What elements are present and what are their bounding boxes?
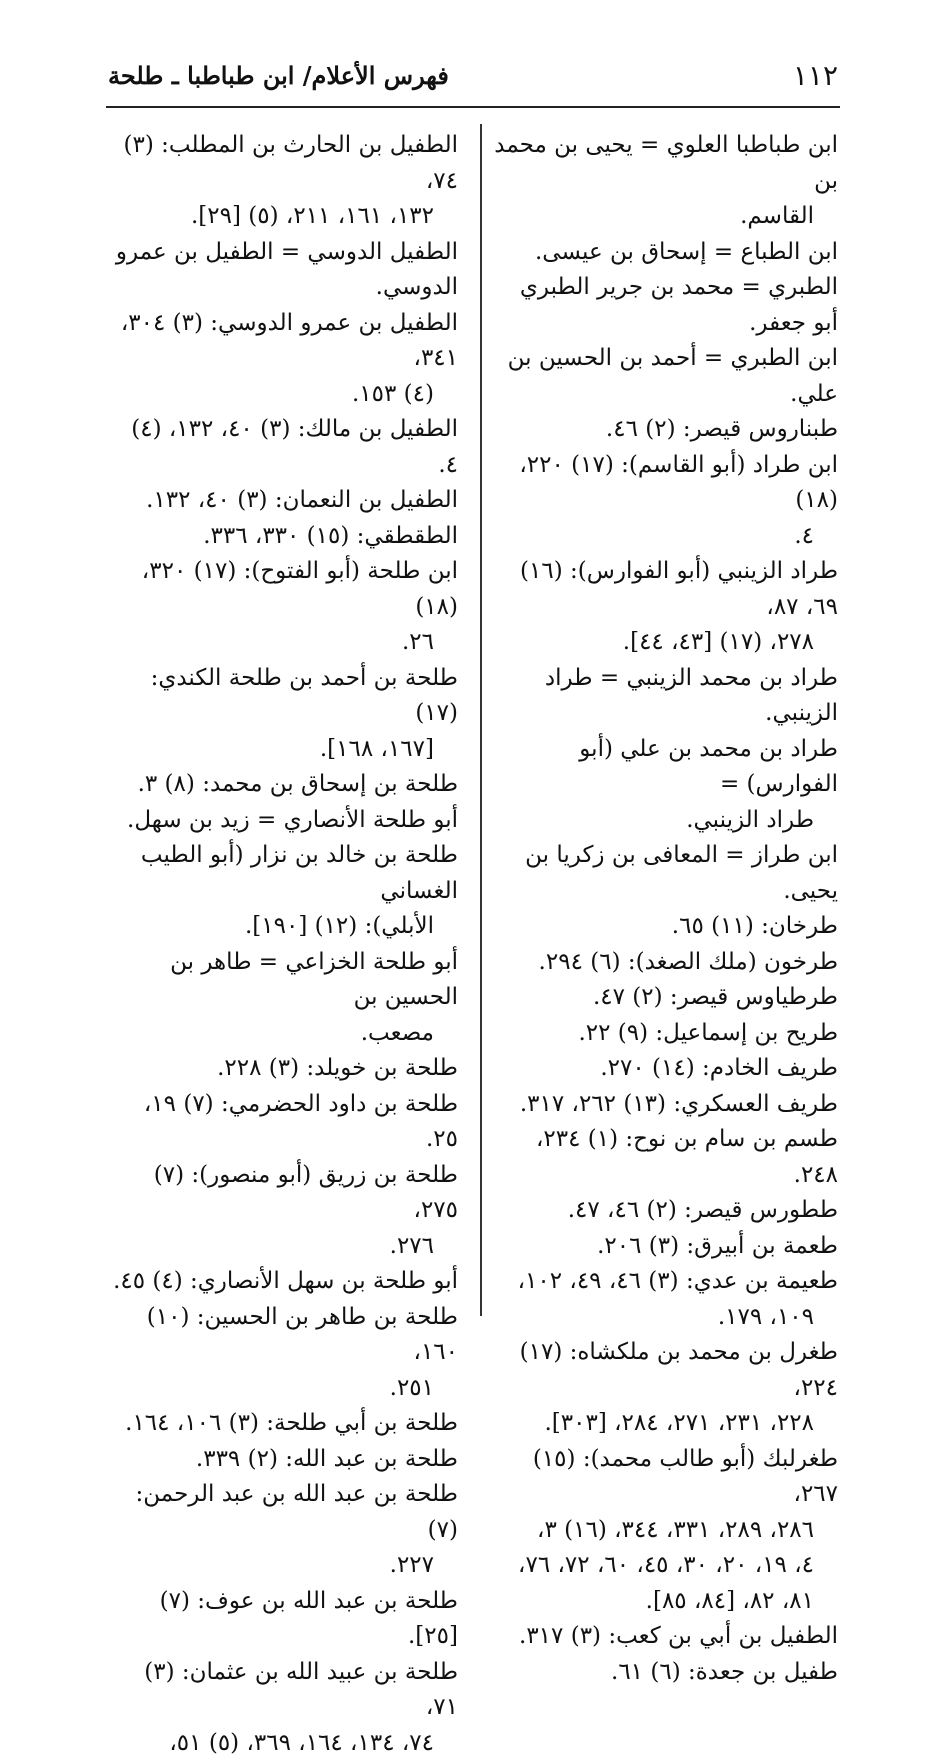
running-title: فهرس الأعلام/ ابن طباطبا ـ طلحة — [108, 58, 449, 94]
entry-line: الطقطقي: (١٥) ٣٣٠، ٣٣٦. — [106, 519, 458, 555]
index-entry — [106, 483, 458, 519]
index-entry — [492, 235, 838, 271]
index-entry — [492, 1016, 838, 1052]
index-column-left — [106, 128, 458, 1761]
entry-line: طلحة بن عبد الله بن عوف: (٧) [٢٥]. — [106, 1584, 458, 1655]
entry-line: طلحة بن طاهر بن الحسين: (١٠) ١٦٠، — [106, 1300, 458, 1371]
entry-line: الطفيل بن مالك: (٣) ٤٠، ١٣٢، (٤) ٤. — [106, 412, 458, 483]
index-entry — [106, 1442, 458, 1478]
entry-line: ابن الطباع = إسحاق بن عيسى. — [492, 235, 838, 271]
entry-line: الطبري = محمد بن جرير الطبري أبو جعفر. — [492, 270, 838, 341]
index-entry — [492, 554, 838, 661]
entry-line: ططورس قيصر: (٢) ٤٦، ٤٧. — [492, 1193, 838, 1229]
entry-line: الطفيل بن عمرو الدوسي: (٣) ٣٠٤، ٣٤١، — [106, 306, 458, 377]
entry-line: طسم بن سام بن نوح: (١) ٢٣٤، ٢٤٨. — [492, 1122, 838, 1193]
entry-line: طلحة بن عبد الله بن عبد الرحمن: (٧) — [106, 1477, 458, 1548]
entry-line: أبو طلحة الخزاعي = طاهر بن الحسين بن — [106, 945, 458, 1016]
entry-line: طلحة بن خالد بن نزار (أبو الطيب الغساني — [106, 838, 458, 909]
index-entry — [492, 412, 838, 448]
entry-line: طغرل بن محمد بن ملكشاه: (١٧) ٢٢٤، — [492, 1335, 838, 1406]
index-entry — [492, 1229, 838, 1265]
index-entry — [492, 838, 838, 909]
index-entry — [106, 838, 458, 945]
entry-continuation: (٤) ١٥٣. — [106, 377, 458, 413]
entry-continuation: ٢٦. — [106, 625, 458, 661]
index-entry — [492, 909, 838, 945]
index-entry — [492, 732, 838, 839]
entry-line: طبناروس قيصر: (٢) ٤٦. — [492, 412, 838, 448]
entry-line: طلحة بن زريق (أبو منصور): (٧) ٢٧٥، — [106, 1158, 458, 1229]
entry-line: طريف الخادم: (١٤) ٢٧٠. — [492, 1051, 838, 1087]
entry-line: طريح بن إسماعيل: (٩) ٢٢. — [492, 1016, 838, 1052]
index-entry — [106, 1087, 458, 1158]
entry-line: ابن طراز = المعافى بن زكريا بن يحيى. — [492, 838, 838, 909]
index-entry — [492, 128, 838, 235]
index-entry — [106, 128, 458, 235]
index-entry — [106, 1051, 458, 1087]
entry-continuation: ٤، ١٩، ٢٠، ٣٠، ٤٥، ٦٠، ٧٢، ٧٦، — [492, 1548, 838, 1584]
index-entry — [492, 270, 838, 341]
entry-continuation: ٢٢٧. — [106, 1548, 458, 1584]
index-entry — [106, 1477, 458, 1584]
entry-line: طفيل بن جعدة: (٦) ٦١. — [492, 1655, 838, 1691]
entry-continuation: ٢٨٦، ٢٨٩، ٣٣١، ٣٤٤، (١٦) ٣، — [492, 1513, 838, 1549]
entry-line: طلحة بن خويلد: (٣) ٢٢٨. — [106, 1051, 458, 1087]
index-entry — [492, 661, 838, 732]
entry-continuation: ٢٧٨، (١٧) [٤٣، ٤٤]. — [492, 625, 838, 661]
entry-line: طلحة بن عبيد الله بن عثمان: (٣) ٧١، — [106, 1655, 458, 1726]
entry-line: طرخون (ملك الصغد): (٦) ٢٩٤. — [492, 945, 838, 981]
index-entry — [492, 1193, 838, 1229]
index-entry — [106, 1264, 458, 1300]
entry-line: أبو طلحة بن سهل الأنصاري: (٤) ٤٥. — [106, 1264, 458, 1300]
index-entry — [492, 1051, 838, 1087]
entry-line: طريف العسكري: (١٣) ٢٦٢، ٣١٧. — [492, 1087, 838, 1123]
entry-continuation: ٢٢٨، ٢٣١، ٢٧١، ٢٨٤، [٣٠٣]. — [492, 1406, 838, 1442]
entry-line: ابن طباطبا العلوي = يحيى بن محمد بن — [492, 128, 838, 199]
entry-continuation: ٢٧٦. — [106, 1229, 458, 1265]
entry-line: طلحة بن عبد الله: (٢) ٣٣٩. — [106, 1442, 458, 1478]
entry-continuation: ٧٤، ١٣٤، ١٦٤، ٣٦٩، (٥) ٥١، — [106, 1726, 458, 1761]
index-column-right — [492, 128, 838, 1690]
entry-line: الطفيل الدوسي = الطفيل بن عمرو الدوسي. — [106, 235, 458, 306]
entry-continuation: [١٦٧، ١٦٨]. — [106, 732, 458, 768]
entry-line: الطفيل بن الحارث بن المطلب: (٣) ٧٤، — [106, 128, 458, 199]
entry-line: الطفيل بن أبي بن كعب: (٣) ٣١٧. — [492, 1619, 838, 1655]
entry-line: طرخان: (١١) ٦٥. — [492, 909, 838, 945]
index-entry — [492, 945, 838, 981]
index-entry — [106, 412, 458, 483]
entry-line: ابن طراد (أبو القاسم): (١٧) ٢٢٠، (١٨) — [492, 448, 838, 519]
index-entry — [106, 945, 458, 1052]
entry-line: طعمة بن أبيرق: (٣) ٢٠٦. — [492, 1229, 838, 1265]
index-entry — [492, 1442, 838, 1620]
entry-continuation: الأبلي): (١٢) [١٩٠]. — [106, 909, 458, 945]
index-entry — [492, 1655, 838, 1691]
index-entry — [106, 519, 458, 555]
index-entry — [106, 554, 458, 661]
entry-continuation: القاسم. — [492, 199, 838, 235]
index-entry — [106, 803, 458, 839]
header-rule — [106, 106, 840, 108]
entry-continuation: ٢٥١. — [106, 1371, 458, 1407]
index-entry — [492, 1087, 838, 1123]
index-entry — [106, 1406, 458, 1442]
entry-continuation: ١٣٢، ١٦١، ٢١١، (٥) [٢٩]. — [106, 199, 458, 235]
index-entry — [492, 1264, 838, 1335]
entry-line: طعيمة بن عدي: (٣) ٤٦، ٤٩، ١٠٢، — [492, 1264, 838, 1300]
entry-continuation: ٤. — [492, 519, 838, 555]
entry-line: طلحة بن أحمد بن طلحة الكندي: (١٧) — [106, 661, 458, 732]
index-entry — [106, 1158, 458, 1265]
page-number: ١١٢ — [793, 58, 838, 94]
index-entry — [492, 1122, 838, 1193]
entry-line: طراد الزينبي (أبو الفوارس): (١٦) ٦٩، ٨٧، — [492, 554, 838, 625]
index-entry — [492, 448, 838, 555]
entry-line: طراد بن محمد الزينبي = طراد الزينبي. — [492, 661, 838, 732]
entry-continuation: طراد الزينبي. — [492, 803, 838, 839]
entry-line: ابن طلحة (أبو الفتوح): (١٧) ٣٢٠، (١٨) — [106, 554, 458, 625]
entry-continuation: مصعب. — [106, 1016, 458, 1052]
index-entry — [106, 661, 458, 768]
index-entry — [106, 235, 458, 306]
entry-continuation: ١٠٩، ١٧٩. — [492, 1300, 838, 1336]
index-entry — [106, 306, 458, 413]
index-entry — [106, 1584, 458, 1655]
index-entry — [492, 1619, 838, 1655]
entry-line: الطفيل بن النعمان: (٣) ٤٠، ١٣٢. — [106, 483, 458, 519]
index-entry — [492, 341, 838, 412]
column-divider — [480, 124, 482, 1316]
entry-line: طلحة بن داود الحضرمي: (٧) ١٩، ٢٥. — [106, 1087, 458, 1158]
entry-line: أبو طلحة الأنصاري = زيد بن سهل. — [106, 803, 458, 839]
index-entry — [492, 980, 838, 1016]
entry-continuation: ٨١، ٨٢، [٨٤، ٨٥]. — [492, 1584, 838, 1620]
index-entry — [106, 767, 458, 803]
page-header — [108, 58, 838, 98]
entry-line: طلحة بن إسحاق بن محمد: (٨) ٣. — [106, 767, 458, 803]
index-entry — [106, 1655, 458, 1761]
index-entry — [106, 1300, 458, 1407]
entry-line: طلحة بن أبي طلحة: (٣) ١٠٦، ١٦٤. — [106, 1406, 458, 1442]
index-entry — [492, 1335, 838, 1442]
entry-line: طراد بن محمد بن علي (أبو الفوارس) = — [492, 732, 838, 803]
entry-line: طغرلبك (أبو طالب محمد): (١٥) ٢٦٧، — [492, 1442, 838, 1513]
entry-line: ابن الطبري = أحمد بن الحسين بن علي. — [492, 341, 838, 412]
entry-line: طرطياوس قيصر: (٢) ٤٧. — [492, 980, 838, 1016]
